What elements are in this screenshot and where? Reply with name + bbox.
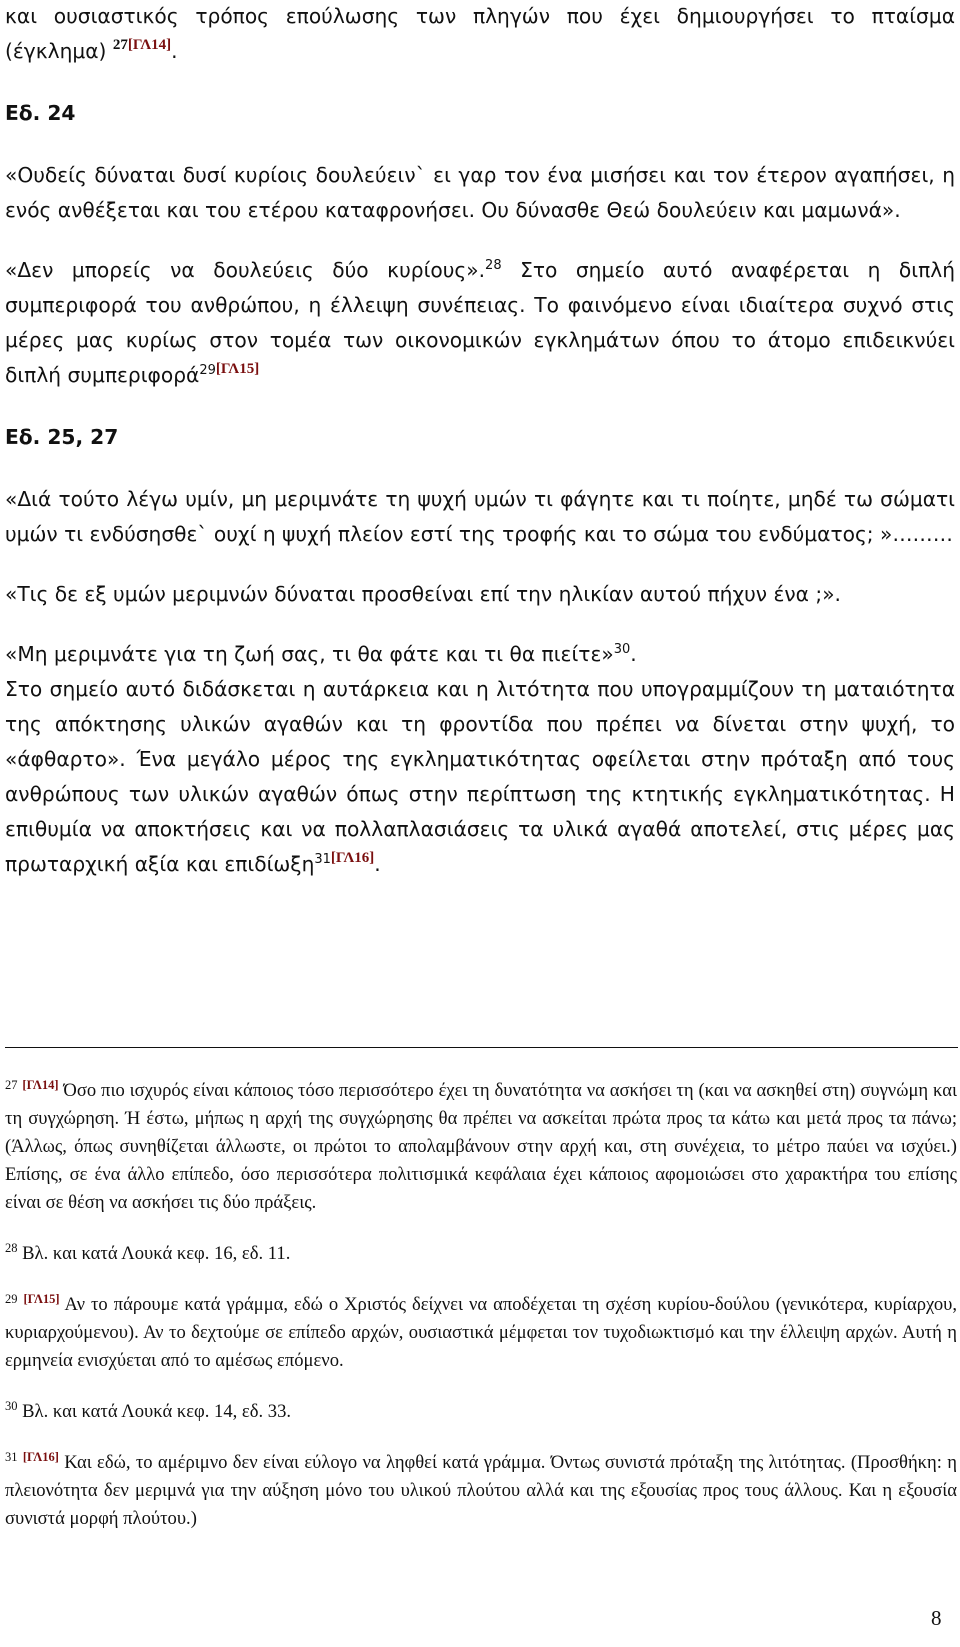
quote-text: «Δεν μπορείς να δουλεύεις δύο κυρίους».: [5, 258, 486, 282]
paragraph-commentary-25: [5, 637, 955, 882]
commentary-text: Στο σημείο αυτό διδάσκεται η αυτάρκεια και η λιτότητα που υπογραμμίζουν τη ματαιότητα της απόκτησης υλικών αγαθών και τη φροντίδα που πρέπει να δίνεται στην ψυχή, το «άφθαρτο». Ένα μεγάλο μέρος της εγκληματικότητας οφείλεται στην πρόταξη από τους ανθρώπους των υλικών αγαθών όπως στην περίπτωση της κτητικής εγκληματικότητας. Η επιθυμία να αποκτήσεις και να πολλαπλασιάσεις τα υλικά αγαθά αποτελεί, στις μέρες μας πρωταρχική αξία και επιδίωξη: [5, 677, 955, 876]
quote-text: «Μη μεριμνάτε για τη ζωή σας, τι θα φάτε και τι θα πιείτε»: [5, 642, 614, 666]
footnote-29: [5, 1291, 957, 1375]
paragraph-commentary-24: [5, 253, 955, 393]
comment-tag: [ΓΛ16]: [330, 850, 375, 866]
footnote-ref-27[interactable]: [113, 37, 171, 53]
footnote-ref-29[interactable]: 29: [199, 363, 216, 378]
footnote-ref-28[interactable]: 28: [485, 258, 502, 273]
footnote-number: 29: [5, 1292, 18, 1306]
comment-tag: [ΓΛ14]: [22, 1078, 59, 1092]
footnote-text: Βλ. και κατά Λουκά κεφ. 16, εδ. 11.: [22, 1243, 291, 1264]
footnote-text: Και εδώ, το αμέριμνο δεν είναι εύλογο να ληφθεί κατά γράμμα. Όντως συνιστά πρόταξη της λιτότητας. (Προσθήκη: η πλειονότητα δεν μεριμνά για την αύξηση μόνο του υλικού πλούτου αλλά και της εξουσίας προς τους άλλους. Και η εξουσία συνιστά μορφή πλούτου.): [5, 1452, 957, 1529]
footnote-ref-number: 27: [112, 37, 128, 53]
main-text: [5, 0, 955, 882]
footnote-number: 30: [5, 1399, 18, 1413]
footnote-28: [5, 1240, 957, 1268]
comment-tag: [ΓΛ15]: [23, 1292, 60, 1306]
quote-end: .: [630, 642, 637, 666]
footnote-27: [5, 1077, 957, 1217]
paragraph-quote-25: «Διά τούτο λέγω υμίν, μη μεριμνάτε τη ψυχή υμών τι φάγητε και τι ποίητε, μηδέ τω σώματι υμών τι ενδύσησθε` ουχί η ψυχή πλείον εστί της τροφής και το σώμα του ενδύματος; »………: [5, 487, 955, 546]
footnote-text: Βλ. και κατά Λουκά κεφ. 14, εδ. 33.: [22, 1401, 292, 1422]
footnote-number: 28: [5, 1241, 18, 1255]
footnote-text: Αν το πάρουμε κατά γράμμα, εδώ ο Χριστός δείχνει να αποδέχεται τη σχέση κυρίου-δούλου (γενικότερα, κυρίαρχου, κυριαρχούμενου). Αν το δεχτούμε σε επίπεδο αρχών, ουσιαστικά μέμφεται τον τυχοδιωκτισμό και την έλλειψη αρχών. Αυτή η ερμηνεία ενισχύεται από το αμέσως επόμενο.: [5, 1294, 957, 1371]
verse-heading-24: Εδ. 24: [5, 101, 76, 125]
comment-tag: [ΓΛ14]: [127, 37, 172, 53]
footnote-ref-30[interactable]: 30: [613, 642, 631, 657]
footnote-number: 27: [5, 1078, 18, 1092]
paragraph-1: [5, 0, 955, 69]
commentary-text: Στο σημείο αυτό αναφέρεται η διπλή συμπεριφορά του ανθρώπου, η έλλειψη συνέπειας. Το φαινόμενο είναι ιδιαίτερα συχνό στις μέρες μας κυρίως στον τομέα των οικονομικών εγκλημάτων όπου το άτομο επιδεικνύει διπλή συμπεριφορά: [5, 258, 955, 387]
paragraph-quote-24: «Ουδείς δύναται δυσί κυρίοις δουλεύειν` ει γαρ τον ένα μισήσει και τον έτερον αγαπήσει, η ενός ανθέξεται και του ετέρου καταφρονήσει. Ου δύνασθε Θεώ δουλεύειν και μαμωνά».: [5, 163, 955, 222]
footnote-ref-31[interactable]: 31: [314, 852, 331, 867]
footnote-31: [5, 1449, 957, 1533]
paragraph-1-end: .: [171, 39, 178, 63]
footnote-text: Όσο πιο ισχυρός είναι κάποιος τόσο περισσότερο έχει τη δυνατότητα να ασκήσει τη (και να ασκηθεί στη) συγνώμη και τη συγχώρηση. Ή έστω, μήπως η αρχή της συγχώρησης θα πρέπει να ασκείται πρώτα προς τα κάτω και μετά προς τα πάνω; (Άλλως, όπως συνηθίζεται άλλωστε, οι πρώτοι το απολαμβάνουν στην αρχή και, στη συνέχεια, το μέτρο παύει να ισχύει.) Επίσης, σε ένα άλλο επίπεδο, όσο περισσότερα πολιτισμικά κεφάλαια έχει κάποιος αφομοιώσει στο χαρακτήρα του επίσης είναι σε θέση να ασκήσει τις δύο πράξεις.: [5, 1080, 957, 1213]
footnote-separator: [5, 1047, 958, 1048]
paragraph-end: .: [374, 852, 381, 876]
paragraph-1-text: και ουσιαστικός τρόπος επούλωσης των πληγών που έχει δημιουργήσει το πταίσμα (έγκλημα): [5, 4, 955, 63]
page-number: 8: [931, 1606, 942, 1630]
paragraph-quote-27: «Τις δε εξ υμών μεριμνών δύναται προσθείναι επί την ηλικίαν αυτού πήχυν ένα ;».: [5, 582, 841, 606]
footnote-30: [5, 1398, 957, 1426]
comment-tag: [ΓΛ15]: [215, 361, 260, 377]
comment-tag: [ΓΛ16]: [22, 1450, 59, 1464]
verse-heading-25-27: Εδ. 25, 27: [5, 425, 119, 449]
footnote-number: 31: [5, 1450, 18, 1464]
footnotes: [5, 1077, 957, 1533]
